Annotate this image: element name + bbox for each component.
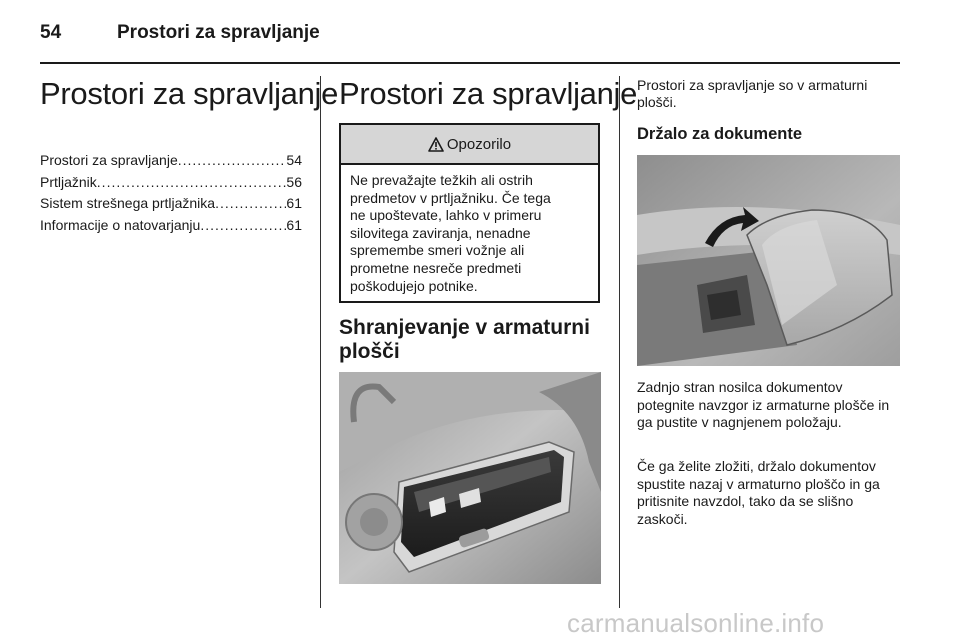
toc-leader bbox=[200, 215, 286, 237]
column-divider bbox=[320, 76, 321, 608]
warning-text bbox=[341, 165, 598, 295]
toc-entry[interactable] bbox=[40, 172, 302, 194]
column-divider bbox=[619, 76, 620, 608]
toc-entry-page: 61 bbox=[286, 195, 302, 211]
toc-entry-page: 61 bbox=[286, 216, 302, 233]
warning-line: Ne prevažajte težkih ali ostrih bbox=[350, 172, 533, 188]
toc-entry-label: Prostori za spravljanje bbox=[40, 152, 178, 168]
section-title: Prostori za spravljanje bbox=[339, 76, 638, 111]
warning-line: poškodujejo potnike. bbox=[350, 277, 478, 294]
table-of-contents bbox=[40, 150, 302, 236]
intro-paragraph: Prostori za spravljanje so v armaturni plošči. bbox=[637, 77, 868, 110]
toc-entry[interactable] bbox=[40, 215, 302, 237]
instruction-paragraph: Če ga želite zložiti, držalo dokumentov spustite nazaj v armaturno ploščo in ga pritisnite navzdol, tako da se slišno zaskoči. bbox=[637, 458, 880, 527]
page-number: 54 bbox=[40, 22, 62, 43]
toc-leader bbox=[97, 172, 287, 194]
warning-line: prometne nesreče predmeti bbox=[350, 259, 522, 276]
toc-entry[interactable] bbox=[40, 150, 302, 172]
toc-entry[interactable] bbox=[40, 193, 302, 215]
subsection-title-document-holder: Držalo za dokumente bbox=[637, 125, 803, 143]
dashboard-storage-photo bbox=[339, 372, 601, 584]
toc-entry-page: 56 bbox=[286, 173, 302, 190]
warning-line: ne upoštevate, lahko v primeru bbox=[350, 207, 542, 224]
warning-header bbox=[341, 125, 598, 165]
toc-leader bbox=[178, 150, 287, 172]
toc-leader bbox=[215, 193, 286, 215]
warning-box bbox=[339, 123, 600, 303]
toc-entry-label: Prtljažnik bbox=[40, 173, 97, 190]
toc-entry-page: 54 bbox=[286, 152, 302, 168]
warning-line: spremembe smeri vožnje ali bbox=[350, 242, 525, 259]
watermark: carmanualsonline.info bbox=[567, 608, 825, 638]
warning-title: Opozorilo bbox=[446, 135, 512, 153]
warning-line: predmetov v prtljažniku. Če tega bbox=[350, 189, 551, 206]
running-header-title: Prostori za spravljanje bbox=[117, 22, 320, 43]
instruction-paragraph: Zadnjo stran nosilca dokumentov potegnite navzgor iz armaturne plošče in ga pustite v nagnjenem položaju. bbox=[637, 379, 890, 431]
subsection-title: Shranjevanje v armaturni plošči bbox=[339, 316, 590, 363]
warning-triangle-icon bbox=[428, 137, 444, 152]
document-holder-photo bbox=[637, 155, 900, 366]
chapter-title: Prostori za spravljanje bbox=[40, 76, 339, 111]
header-rule bbox=[40, 62, 900, 64]
warning-line: silovitega zaviranja, nenadne bbox=[350, 224, 531, 241]
toc-entry-label: Sistem strešnega prtljažnika bbox=[40, 195, 216, 211]
toc-entry-label: Informacije o natovarjanju bbox=[40, 216, 201, 233]
